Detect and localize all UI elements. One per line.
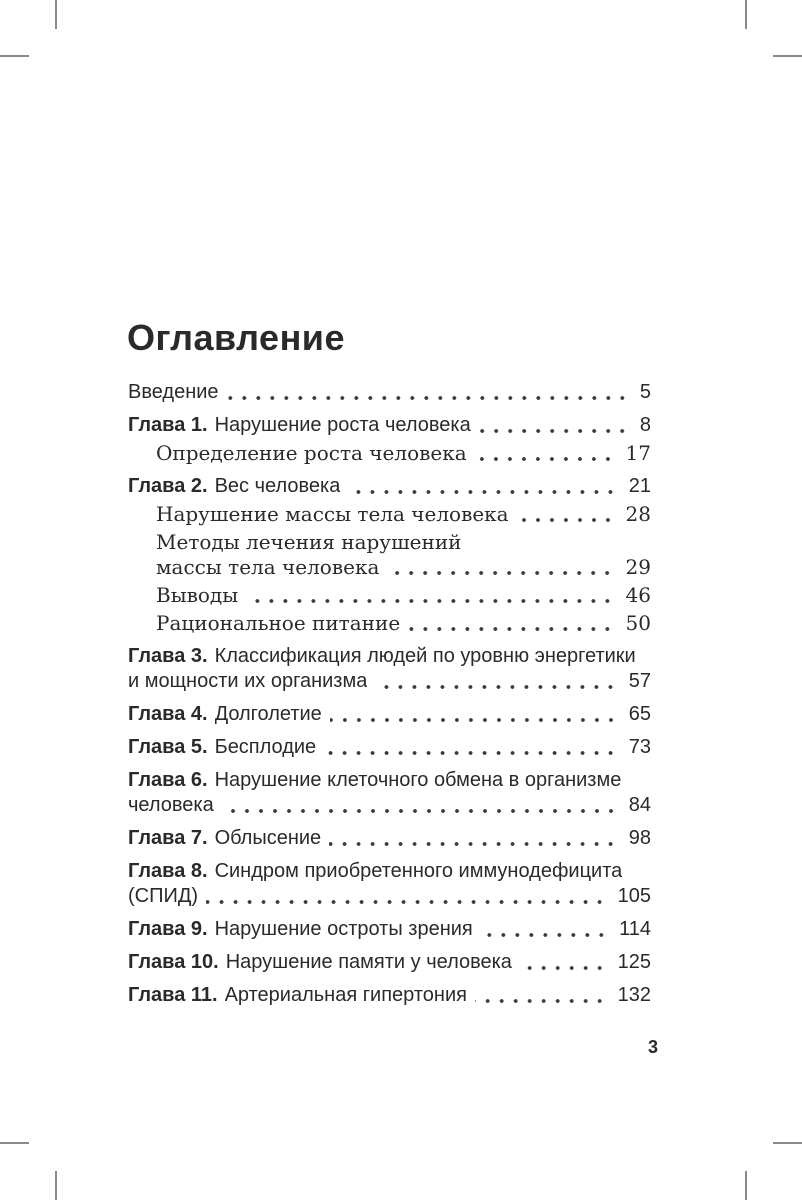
toc-entry-line (128, 583, 651, 608)
toc-list (128, 380, 651, 1008)
chapter-prefix: Глава 7. (128, 827, 208, 849)
dot-leader (348, 474, 621, 499)
entry-page: 21 (628, 475, 651, 497)
crop-mark-bottom-left-horizontal (0, 1142, 29, 1144)
entry-title: Нарушение массы тела человека (156, 502, 509, 526)
entry-title: Рациональное питание (156, 611, 401, 635)
dot-leader (481, 917, 612, 942)
toc-entry (128, 950, 651, 975)
entry-page: 98 (628, 827, 651, 849)
dot-leader (222, 793, 622, 818)
toc-entry (128, 768, 651, 818)
toc-entry-line (128, 983, 651, 1008)
toc-entry (128, 413, 651, 438)
toc-entry (128, 983, 651, 1008)
toc-entry-line (128, 768, 651, 793)
toc-entry-line (128, 530, 651, 555)
entry-page: 50 (625, 611, 651, 635)
toc-entry-line (128, 669, 651, 694)
chapter-prefix: Глава 9. (128, 918, 208, 940)
crop-mark-bottom-right-horizontal (773, 1142, 802, 1144)
entry-title: Нарушение клеточного обмена в организме (214, 769, 622, 791)
entry-title: массы тела человека (156, 555, 380, 579)
entry-title: Бесплодие (214, 736, 317, 758)
toc-entry-line (128, 735, 651, 760)
chapter-prefix: Глава 3. (128, 645, 208, 667)
toc-entry-line (128, 826, 651, 851)
toc-entry (128, 859, 651, 909)
entry-page: 5 (639, 381, 651, 403)
entry-title: человека (128, 794, 214, 816)
toc-entry (128, 583, 651, 608)
toc-entry-line (128, 413, 651, 438)
page-title: Оглавление (127, 317, 345, 358)
entry-page: 114 (619, 918, 651, 940)
toc-entry-line (128, 611, 651, 636)
toc-entry (128, 702, 651, 727)
chapter-prefix: Глава 8. (128, 860, 208, 882)
entry-title: Артериальная гипертония (224, 984, 467, 1006)
entry-title: Вес человека (214, 475, 341, 497)
dot-leader (475, 983, 611, 1008)
entry-page: 125 (617, 951, 651, 973)
entry-title: (СПИД) (128, 885, 199, 907)
dot-leader (329, 826, 622, 851)
dot-leader (375, 669, 621, 694)
entry-page: 132 (617, 984, 651, 1006)
chapter-prefix: Глава 6. (128, 769, 208, 791)
page-number: 3 (647, 1037, 658, 1057)
entry-title: Введение (128, 381, 219, 403)
toc-entry (128, 502, 651, 527)
toc-entry-line (128, 917, 651, 942)
entry-title: и мощности их организма (128, 670, 368, 692)
crop-mark-top-left-vertical (55, 0, 57, 29)
toc-entry (128, 611, 651, 636)
toc-entry (128, 826, 651, 851)
entry-title: Определение роста человека (156, 441, 467, 465)
dot-leader (246, 583, 618, 608)
entry-page: 73 (628, 736, 651, 758)
entry-page: 29 (625, 555, 651, 579)
toc-entry (128, 644, 651, 694)
entry-title: Нарушение памяти у человека (225, 951, 512, 973)
crop-mark-top-left-horizontal (0, 55, 29, 57)
entry-page: 65 (628, 703, 651, 725)
chapter-prefix: Глава 11. (128, 984, 218, 1006)
crop-mark-top-right-horizontal (773, 55, 802, 57)
entry-title: Облысение (214, 827, 322, 849)
toc-entry-line (128, 884, 651, 909)
entry-title: Классификация людей по уровню энергетики (214, 645, 636, 667)
toc-entry-line (128, 474, 651, 499)
entry-title: Синдром приобретенного иммунодефицита (214, 860, 623, 882)
dot-leader (479, 413, 633, 438)
toc-entry (128, 474, 651, 499)
chapter-prefix: Глава 5. (128, 736, 208, 758)
toc-entry (128, 441, 651, 466)
dot-leader (520, 950, 611, 975)
entry-page: 46 (625, 583, 651, 607)
dot-leader (330, 702, 622, 727)
toc-entry-line (128, 441, 651, 466)
entry-title: Выводы (156, 583, 239, 607)
toc-entry-line (128, 793, 651, 818)
toc-entry (128, 917, 651, 942)
chapter-prefix: Глава 10. (128, 951, 219, 973)
entry-page: 105 (617, 885, 651, 907)
toc-entry-line (128, 859, 651, 884)
entry-page: 17 (625, 441, 651, 465)
dot-leader (206, 884, 611, 909)
entry-page: 28 (625, 502, 651, 526)
toc-entry (128, 380, 651, 405)
entry-title: Нарушение роста человека (214, 414, 471, 436)
toc-entry-line (128, 502, 651, 527)
crop-mark-bottom-left-vertical (55, 1171, 57, 1200)
entry-page: 8 (639, 414, 651, 436)
crop-mark-bottom-right-vertical (745, 1171, 747, 1200)
dot-leader (517, 502, 619, 527)
toc-entry-line (128, 702, 651, 727)
chapter-prefix: Глава 2. (128, 475, 208, 497)
toc-entry-line (128, 380, 651, 405)
dot-leader (227, 380, 633, 405)
dot-leader (475, 441, 619, 466)
toc-entry-line (128, 555, 651, 580)
entry-page: 84 (628, 794, 651, 816)
toc-entry-line (128, 950, 651, 975)
entry-title: Методы лечения нарушений (156, 530, 462, 554)
crop-mark-top-right-vertical (745, 0, 747, 29)
dot-leader (324, 735, 622, 760)
dot-leader (408, 611, 618, 636)
chapter-prefix: Глава 1. (128, 414, 208, 436)
toc-entry (128, 530, 651, 580)
entry-title: Долголетие (214, 703, 322, 725)
chapter-prefix: Глава 4. (128, 703, 208, 725)
entry-page: 57 (628, 670, 651, 692)
toc-entry-line (128, 644, 651, 669)
entry-title: Нарушение остроты зрения (214, 918, 473, 940)
dot-leader (387, 555, 618, 580)
toc-entry (128, 735, 651, 760)
